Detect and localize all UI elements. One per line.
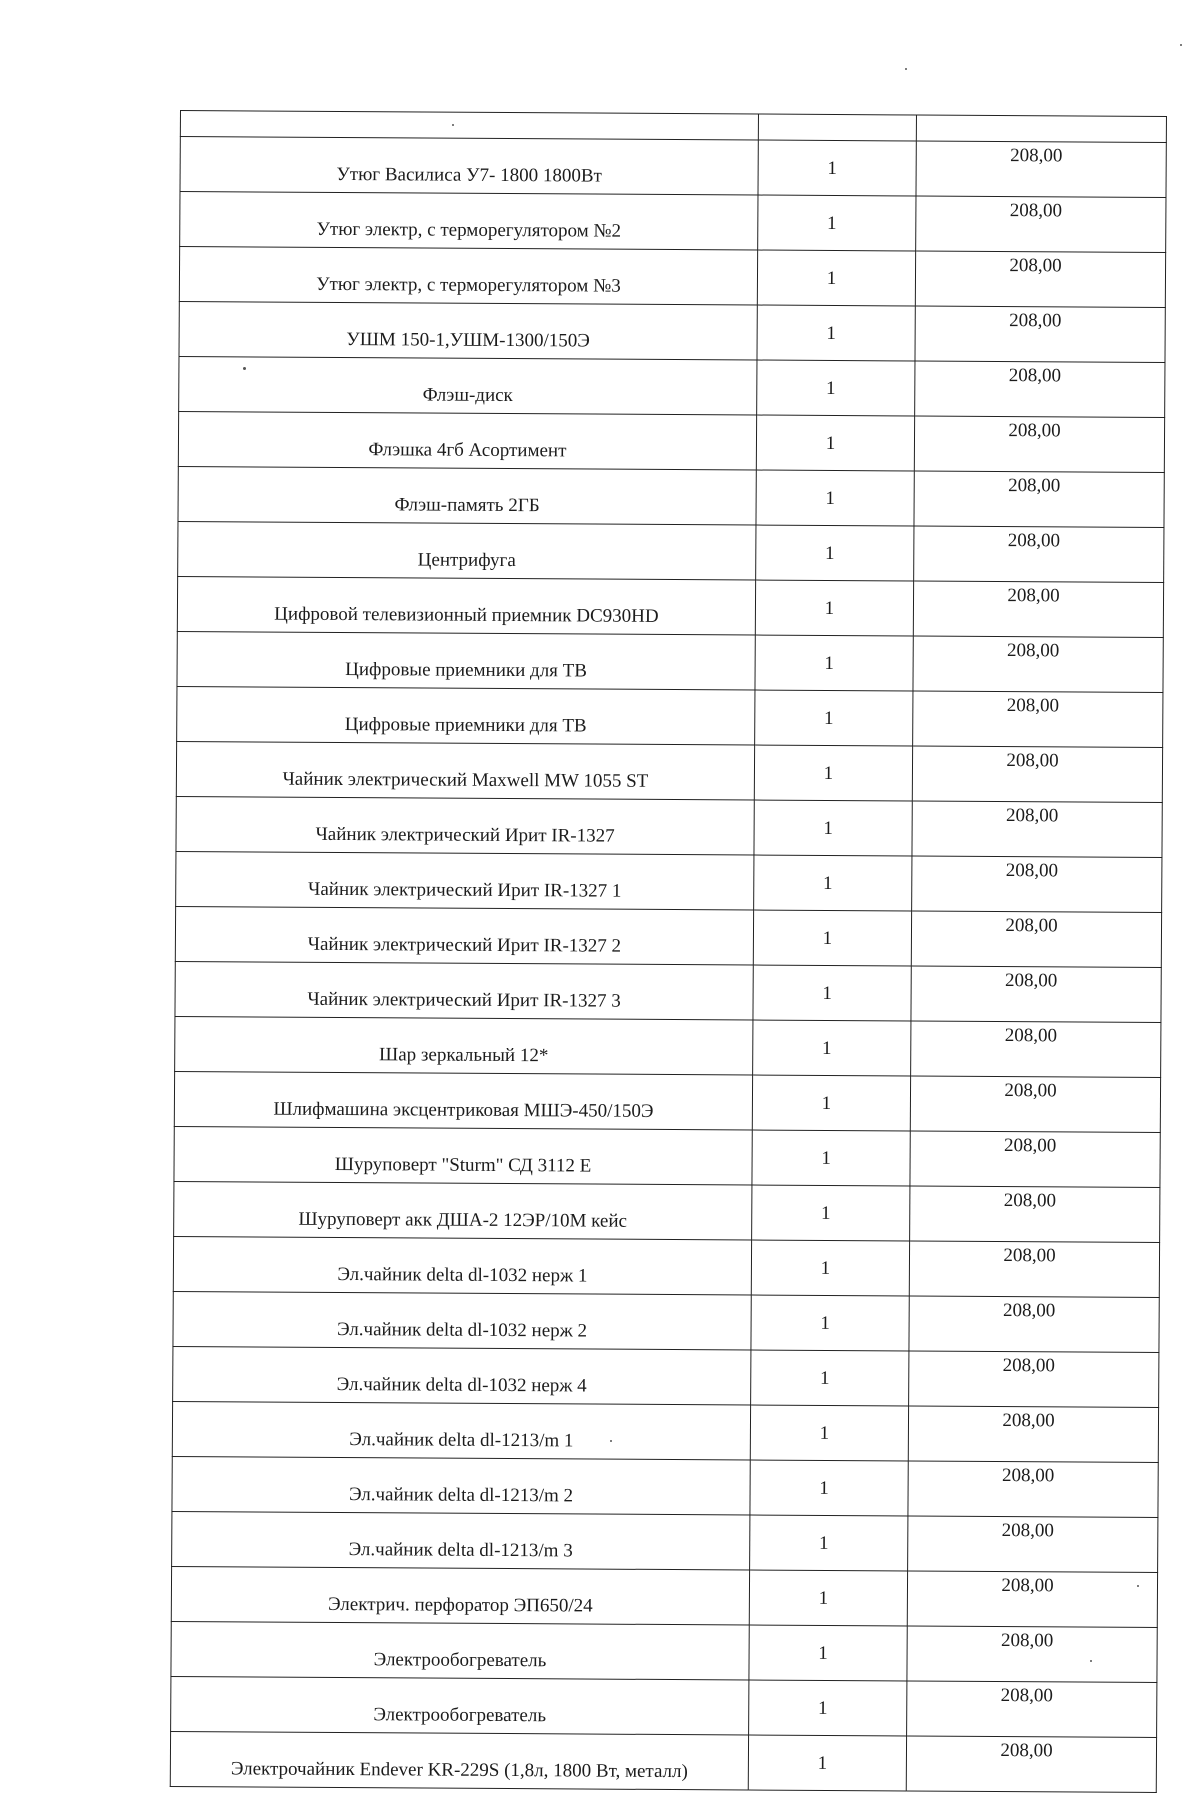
table-row [171, 1621, 1157, 1682]
item-name-cell: Эл.чайник delta dl-1032 нерж 4 [173, 1346, 751, 1405]
table-row [173, 1291, 1159, 1352]
table-row [175, 961, 1161, 1022]
table-row [178, 411, 1164, 472]
item-name-cell: Электрочайник Endever KR-229S (1,8л, 1800 Вт, металл) [170, 1731, 748, 1790]
item-qty-cell: 1 [757, 360, 915, 416]
table-row [171, 1566, 1157, 1627]
table-row [171, 1676, 1157, 1737]
item-qty-cell: 1 [755, 580, 913, 636]
item-name-cell: Цифровые приемники для ТВ [177, 631, 755, 690]
item-sum-cell: 208,00 [909, 1351, 1159, 1408]
table-row [170, 1731, 1156, 1792]
item-name-cell: Чайник электрический Ирит IR-1327 1 [176, 851, 754, 910]
table-row [176, 741, 1162, 802]
scan-speck [243, 367, 246, 370]
scan-speck [1137, 1585, 1139, 1587]
item-name-cell: Цифровые приемники для ТВ [177, 686, 755, 745]
table-row [179, 301, 1165, 362]
item-name-cell: Флэшка 4гб Асортимент [178, 411, 756, 470]
item-sum-cell: 208,00 [916, 196, 1166, 253]
table-row [176, 796, 1162, 857]
table-row [175, 1016, 1161, 1077]
item-sum-cell: 208,00 [913, 581, 1163, 638]
item-sum-cell: 208,00 [907, 1681, 1157, 1738]
item-name-cell: Эл.чайник delta dl-1213/m 2 [172, 1456, 750, 1515]
item-name-cell: Флэш-память 2ГБ [178, 466, 756, 525]
item-sum-cell: 208,00 [911, 1021, 1161, 1078]
scan-speck [905, 68, 907, 70]
item-name-cell: Флэш-диск [179, 356, 757, 415]
item-sum-cell: 208,00 [910, 1186, 1160, 1243]
item-sum-cell: 208,00 [912, 801, 1162, 858]
item-sum-cell: 208,00 [915, 251, 1165, 308]
item-sum-cell: 208,00 [911, 966, 1161, 1023]
table-row [173, 1236, 1159, 1297]
item-sum-cell: 208,00 [909, 1241, 1159, 1298]
table-row [173, 1346, 1159, 1407]
item-sum-cell: 208,00 [912, 856, 1162, 913]
table-row [180, 137, 1166, 198]
item-qty-cell: 1 [754, 800, 912, 856]
item-qty-cell: 1 [753, 965, 911, 1021]
item-sum-cell: 208,00 [916, 141, 1166, 198]
item-qty-cell: 1 [756, 470, 914, 526]
item-qty-cell: 1 [757, 305, 915, 361]
item-sum-cell: 208,00 [913, 636, 1163, 693]
item-sum-cell: 208,00 [907, 1626, 1157, 1683]
table-row [174, 1181, 1160, 1242]
scan-speck [1090, 1660, 1092, 1662]
table-row [177, 576, 1163, 637]
scan-speck [452, 124, 454, 126]
item-name-cell: Электрич. перфоратор ЭП650/24 [171, 1566, 749, 1625]
table-row [174, 1126, 1160, 1187]
table-row [172, 1456, 1158, 1517]
item-qty-cell: 1 [751, 1240, 909, 1296]
table-row [178, 466, 1164, 527]
inventory-table [170, 110, 1167, 1793]
table-row [177, 631, 1163, 692]
item-name-cell: Чайник электрический Ирит IR-1327 3 [175, 961, 753, 1020]
table-row [176, 851, 1162, 912]
item-qty-cell: 1 [753, 1020, 911, 1076]
item-qty-cell: 1 [752, 1075, 910, 1131]
item-sum-cell: 208,00 [911, 911, 1161, 968]
item-qty-cell: 1 [756, 525, 914, 581]
item-sum-cell: 208,00 [915, 306, 1165, 363]
item-name-cell: Центрифуга [178, 521, 756, 580]
item-sum-cell: 208,00 [908, 1516, 1158, 1573]
item-qty-cell: 1 [754, 855, 912, 911]
item-name-cell: Электрообогреватель [171, 1676, 749, 1735]
inventory-sheet [170, 110, 1166, 1793]
item-sum-cell: 208,00 [910, 1131, 1160, 1188]
item-name-cell: Цифровой телевизионный приемник DC930HD [177, 576, 755, 635]
item-qty-cell: 1 [754, 745, 912, 801]
item-name-cell: Чайник электрический Maxwell MW 1055 ST [176, 741, 754, 800]
item-sum-cell: 208,00 [914, 526, 1164, 583]
inventory-table-body [170, 111, 1166, 1793]
item-qty-cell: 1 [750, 1405, 908, 1461]
item-name-cell: Шлифмашина эксцентриковая МШЭ-450/150Э [174, 1071, 752, 1130]
item-name-cell: Эл.чайник delta dl-1032 нерж 2 [173, 1291, 751, 1350]
table-row [172, 1511, 1158, 1572]
item-sum-cell: 208,00 [915, 361, 1165, 418]
item-sum-cell: 208,00 [908, 1461, 1158, 1518]
item-name-cell: Эл.чайник delta dl-1213/m 1 [172, 1401, 750, 1460]
table-row [174, 1071, 1160, 1132]
table-row [180, 192, 1166, 253]
scan-speck [610, 1440, 612, 1442]
item-name-cell: Утюг Василиса У7- 1800 1800Вт [180, 137, 758, 196]
item-qty-cell: 1 [755, 635, 913, 691]
item-qty-cell: 1 [757, 250, 915, 306]
item-sum-cell: 208,00 [914, 416, 1164, 473]
item-sum-cell: 208,00 [907, 1571, 1157, 1628]
item-sum-cell: 208,00 [906, 1736, 1156, 1793]
item-name-cell: Шуруповерт акк ДША-2 12ЭР/10М кейс [174, 1181, 752, 1240]
item-name-cell: Утюг электр, с терморегулятором №3 [179, 247, 757, 306]
item-name-cell: Эл.чайник delta dl-1032 нерж 1 [173, 1236, 751, 1295]
table-row [178, 521, 1164, 582]
item-qty-cell: 1 [751, 1350, 909, 1406]
item-sum-cell: 208,00 [912, 746, 1162, 803]
item-name-cell: Чайник электрический Ирит IR-1327 [176, 796, 754, 855]
header-cell-sum [916, 115, 1166, 143]
item-qty-cell: 1 [749, 1570, 907, 1626]
scan-speck [1180, 44, 1182, 46]
item-qty-cell: 1 [752, 1130, 910, 1186]
item-qty-cell: 1 [748, 1735, 906, 1791]
item-name-cell: УШМ 150-1,УШМ-1300/150Э [179, 301, 757, 360]
item-name-cell: Эл.чайник delta dl-1213/m 3 [172, 1511, 750, 1570]
item-qty-cell: 1 [752, 1185, 910, 1241]
table-row [179, 247, 1165, 308]
item-name-cell: Чайник электрический Ирит IR-1327 2 [175, 906, 753, 965]
table-row [172, 1401, 1158, 1462]
item-qty-cell: 1 [749, 1680, 907, 1736]
item-sum-cell: 208,00 [910, 1076, 1160, 1133]
table-row [175, 906, 1161, 967]
item-name-cell: Шар зеркальный 12* [175, 1016, 753, 1075]
table-row [177, 686, 1163, 747]
item-sum-cell: 208,00 [909, 1296, 1159, 1353]
header-cell-name [180, 111, 758, 141]
item-qty-cell: 1 [749, 1625, 907, 1681]
item-name-cell: Шуруповерт "Sturm" СД 3112 Е [174, 1126, 752, 1185]
item-qty-cell: 1 [750, 1515, 908, 1571]
item-qty-cell: 1 [755, 690, 913, 746]
table-row [179, 356, 1165, 417]
item-qty-cell: 1 [758, 195, 916, 251]
item-name-cell: Электрообогреватель [171, 1621, 749, 1680]
header-cell-qty [758, 114, 916, 141]
item-qty-cell: 1 [751, 1295, 909, 1351]
item-sum-cell: 208,00 [908, 1406, 1158, 1463]
item-qty-cell: 1 [753, 910, 911, 966]
item-sum-cell: 208,00 [914, 471, 1164, 528]
item-qty-cell: 1 [750, 1460, 908, 1516]
item-qty-cell: 1 [758, 140, 916, 196]
item-sum-cell: 208,00 [913, 691, 1163, 748]
item-name-cell: Утюг электр, с терморегулятором №2 [180, 192, 758, 251]
item-qty-cell: 1 [756, 415, 914, 471]
